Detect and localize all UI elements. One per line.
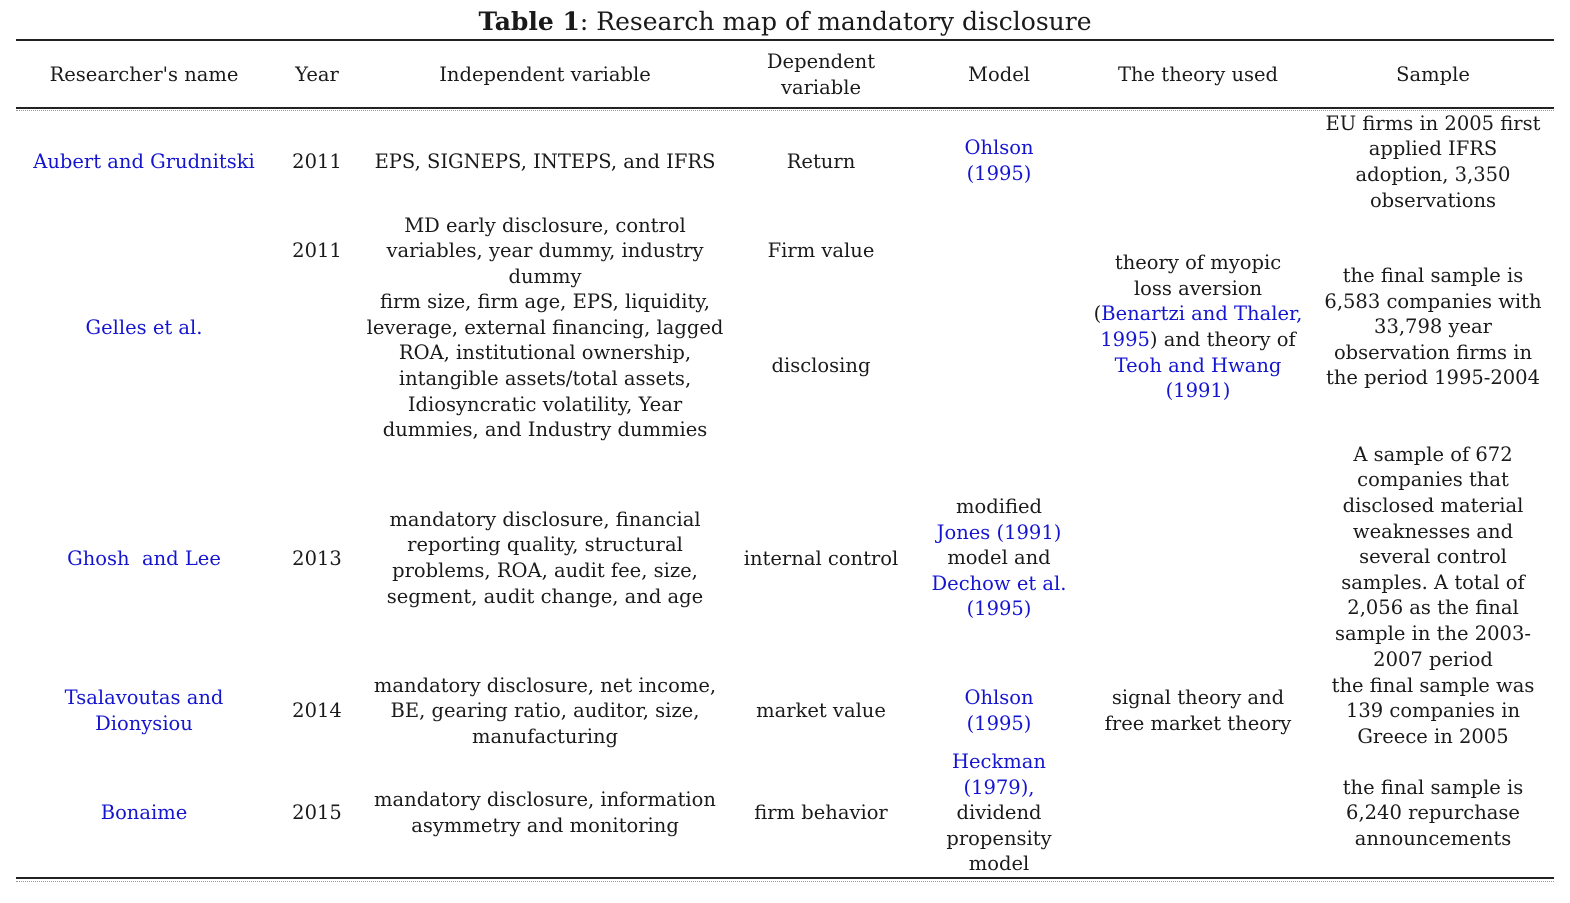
cell-dependent-gelles-disclosing: disclosing bbox=[771, 354, 871, 378]
caption-text: : Research map of mandatory disclosure bbox=[579, 7, 1092, 36]
cell-independent-gelles-disclosing: firm size, firm age, EPS, liquidity, leverage, external financing, lagged ROA, institutional ownership, intangible assets/total assets, Idiosyncratic volatility, Year dummies, and Industry dummies bbox=[366, 290, 724, 442]
cell-dependent-ghosh: internal control bbox=[743, 547, 899, 571]
cell-sample-aubert: EU firms in 2005 first applied IFRS adoption, 3,350 observations bbox=[1325, 111, 1541, 212]
citation-teoh-hwang-year[interactable]: (1991) bbox=[1165, 379, 1231, 403]
cell-model-tsalavoutas[interactable]: Ohlson (1995) bbox=[964, 686, 1034, 735]
cell-model-bonaime: Heckman (1979), dividend propensity model bbox=[946, 750, 1052, 876]
cell-sample-gelles: the final sample is 6,583 companies with 33,798 year observation firms in the period 1995-2004 bbox=[1324, 264, 1542, 390]
cell-dependent-aubert: Return bbox=[786, 150, 856, 174]
cell-year-aubert: 2011 bbox=[292, 150, 342, 174]
citation-heckman[interactable]: Heckman bbox=[952, 750, 1046, 774]
cell-year-tsalavoutas: 2014 bbox=[292, 699, 342, 723]
header-independent-variable: Independent variable bbox=[439, 63, 651, 87]
cell-researcher-bonaime[interactable]: Bonaime bbox=[100, 801, 188, 825]
cell-independent-ghosh: mandatory disclosure, financial reporting quality, structural problems, ROA, audit fee, size, segment, audit change, and age bbox=[386, 507, 704, 608]
header-year: Year bbox=[295, 63, 339, 87]
top-rule bbox=[16, 39, 1554, 41]
cell-sample-bonaime: the final sample is 6,240 repurchase announcements bbox=[1342, 775, 1524, 850]
bottom-dotted-rule bbox=[16, 881, 1554, 882]
cell-dependent-gelles-firm-value: Firm value bbox=[767, 239, 875, 263]
citation-heckman-year[interactable]: (1979), bbox=[963, 775, 1035, 799]
cell-dependent-tsalavoutas: market value bbox=[756, 699, 886, 723]
cell-independent-bonaime: mandatory disclosure, information asymmetry and monitoring bbox=[374, 788, 716, 837]
bottom-rule bbox=[16, 877, 1554, 879]
cell-dependent-bonaime: firm behavior bbox=[754, 801, 888, 825]
cell-independent-gelles-early: MD early disclosure, control variables, year dummy, industry dummy bbox=[386, 213, 704, 288]
citation-jones[interactable]: Jones (1991) bbox=[936, 520, 1062, 544]
cell-model-ghosh: modified Jones (1991) model and Dechow et al. (1995) bbox=[931, 495, 1067, 621]
table-caption bbox=[0, 4, 1570, 40]
cell-model-aubert[interactable]: Ohlson (1995) bbox=[964, 136, 1034, 185]
cell-year-ghosh: 2013 bbox=[292, 547, 342, 571]
header-dependent-variable: Dependent variable bbox=[766, 50, 876, 99]
cell-theory-gelles: theory of myopic loss aversion (Benartzi and Thaler, 1995) and theory of Teoh and Hwang (1991) bbox=[1093, 251, 1303, 403]
cell-independent-aubert: EPS, SIGNEPS, INTEPS, and IFRS bbox=[374, 150, 716, 174]
header-model: Model bbox=[968, 63, 1030, 87]
caption-label: Table 1 bbox=[478, 7, 580, 36]
cell-researcher-ghosh[interactable]: Ghosh and Lee bbox=[67, 547, 221, 571]
cell-independent-tsalavoutas: mandatory disclosure, net income, BE, gearing ratio, auditor, size, manufacturing bbox=[373, 673, 717, 748]
citation-dechow[interactable]: Dechow et al. bbox=[931, 571, 1067, 595]
cell-researcher-gelles[interactable]: Gelles et al. bbox=[85, 316, 203, 340]
cell-researcher-aubert[interactable]: Aubert and Grudnitski bbox=[33, 150, 255, 174]
cell-sample-ghosh: A sample of 672 companies that disclosed material weaknesses and several control samples. A total of 2,056 as the final sample in the 2003- 2007 period bbox=[1335, 442, 1531, 671]
cell-theory-tsalavoutas: signal theory and free market theory bbox=[1104, 686, 1292, 735]
header-theory: The theory used bbox=[1117, 63, 1279, 87]
header-sample: Sample bbox=[1396, 63, 1470, 87]
header-rule bbox=[16, 107, 1554, 109]
citation-benartzi-thaler-year[interactable]: 1995 bbox=[1100, 328, 1150, 351]
citation-benartzi-thaler[interactable]: Benartzi and Thaler, bbox=[1101, 302, 1303, 326]
cell-year-bonaime: 2015 bbox=[292, 801, 342, 825]
cell-researcher-tsalavoutas[interactable]: Tsalavoutas and Dionysiou bbox=[64, 686, 224, 735]
cell-year-gelles: 2011 bbox=[292, 239, 342, 263]
cell-sample-tsalavoutas: the final sample was 139 companies in Greece in 2005 bbox=[1331, 673, 1535, 748]
header-researcher: Researcher's name bbox=[49, 63, 239, 87]
citation-teoh-hwang[interactable]: Teoh and Hwang bbox=[1114, 353, 1282, 377]
citation-dechow-year[interactable]: (1995) bbox=[966, 597, 1032, 621]
